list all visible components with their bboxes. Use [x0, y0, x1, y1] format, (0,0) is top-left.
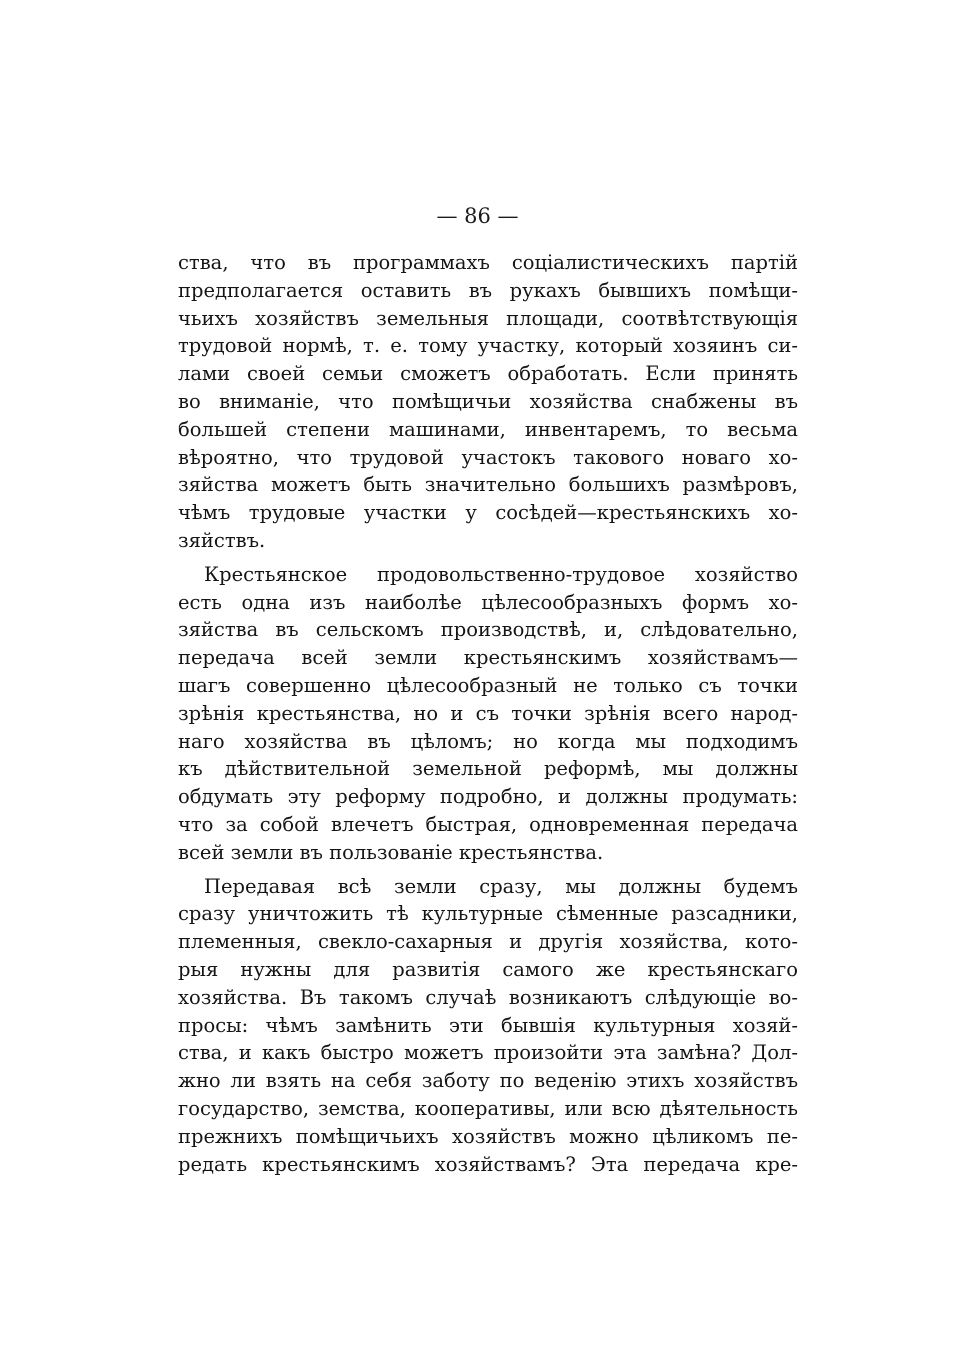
text-line: трудовой нормѣ, т. е. тому участку, который хозяинъ си-	[178, 334, 798, 358]
text-line: ства, что въ программахъ соціалистическихъ партій	[178, 251, 798, 274]
text-line-paragraph-end: зяйствъ.	[178, 528, 266, 552]
text-line: племенныя, свекло-сахарныя и другія хозяйства, кото-	[178, 930, 798, 954]
text-line: что за собой влечетъ быстрая, одновременная передача	[178, 812, 798, 836]
text-line: жно ли взять на себя заботу по веденію этихъ хозяйствъ	[178, 1069, 798, 1093]
text-line: есть одна изъ наиболѣе цѣлесообразныхъ формъ хо-	[178, 590, 798, 614]
page-number: — 86 —	[436, 204, 519, 228]
text-line: просы: чѣмъ замѣнить эти бывшія культурныя хозяй-	[178, 1013, 798, 1037]
text-line: наго хозяйства въ цѣломъ; но когда мы подходимъ	[178, 729, 798, 753]
text-line: предполагается оставить въ рукахъ бывшихъ помѣщи-	[178, 278, 798, 302]
text-line: лами своей семьи сможетъ обработать. Если принять	[178, 362, 798, 386]
text-line: зяйства въ сельскомъ производствѣ, и, слѣдовательно,	[178, 618, 798, 642]
text-line: сразу уничтожить тѣ культурные сѣменные разсадники,	[178, 902, 798, 926]
text-line: зяйства можетъ быть значительно большихъ размѣровъ,	[178, 473, 798, 497]
text-line: государство, земства, кооперативы, или всю дѣятельность	[178, 1096, 798, 1120]
text-line: редать крестьянскимъ хозяйствамъ? Эта передача кре-	[178, 1152, 798, 1176]
text-line: чѣмъ трудовые участки у сосѣдей—крестьянскихъ хо-	[178, 501, 798, 525]
text-line: прежнихъ помѣщичьихъ хозяйствъ можно цѣликомъ пе-	[178, 1124, 798, 1148]
text-line: хозяйства. Въ такомъ случаѣ возникаютъ слѣдующіе во-	[178, 985, 798, 1009]
text-line: ства, и какъ быстро можетъ произойти эта замѣна? Дол-	[178, 1041, 798, 1065]
text-line-paragraph-start: Передавая всѣ земли сразу, мы должны будемъ	[204, 874, 798, 898]
text-line: вѣроятно, что трудовой участокъ такового новаго хо-	[178, 445, 798, 469]
text-line: чьихъ хозяйствъ земельныя площади, соотвѣтствующія	[178, 306, 798, 330]
text-line: передача всей земли крестьянскимъ хозяйствамъ—	[178, 646, 798, 670]
text-line: обдумать эту реформу подробно, и должны продумать:	[178, 785, 798, 809]
text-line: во вниманіе, что помѣщичьи хозяйства снабжены въ	[178, 389, 798, 413]
text-line-paragraph-start: Крестьянское продовольственно-трудовое хозяйство	[204, 562, 798, 586]
body-text	[178, 249, 798, 1178]
text-line: шагъ совершенно цѣлесообразный не только съ точки	[178, 673, 798, 697]
text-line: рыя нужны для развитія самого же крестьянскаго	[178, 957, 798, 981]
text-line: зрѣнія крестьянства, но и съ точки зрѣнія всего народ-	[178, 701, 798, 725]
text-line: большей степени машинами, инвентаремъ, то весьма	[178, 417, 798, 441]
text-line: къ дѣйствительной земельной реформѣ, мы должны	[178, 757, 798, 781]
text-line-paragraph-end: всей земли въ пользованіе крестьянства.	[178, 840, 604, 864]
